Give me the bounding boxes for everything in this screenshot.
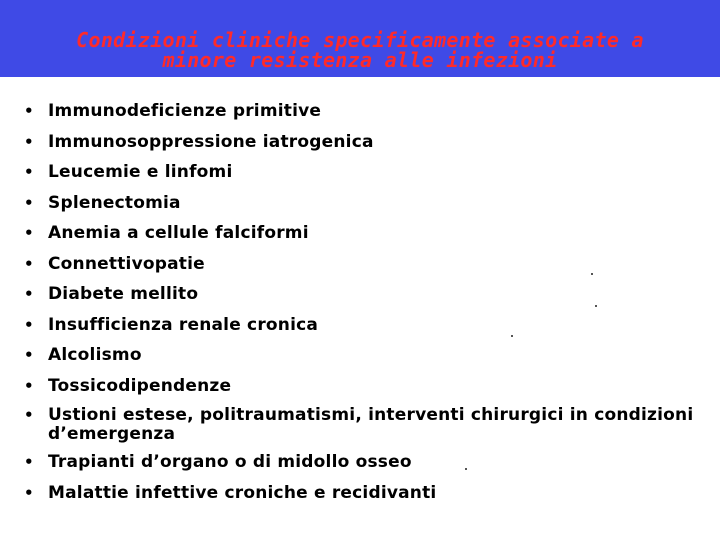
bullet-icon: •	[24, 406, 34, 424]
bullet-icon: •	[24, 453, 34, 471]
list-item-text: Insufficienza renale cronica	[48, 314, 319, 335]
list-item-text: Connettivopatie	[48, 253, 205, 274]
list-item	[20, 340, 700, 371]
list-item	[20, 96, 700, 127]
list-item	[20, 478, 700, 509]
bullet-icon: •	[24, 254, 34, 273]
list-item-text: Malattie infettive croniche e recidivanti	[48, 482, 437, 503]
list-item	[20, 218, 700, 249]
bullet-icon: •	[24, 193, 34, 212]
list-item	[20, 249, 700, 280]
bullet-icon: •	[24, 346, 34, 364]
bullet-icon: •	[24, 483, 34, 502]
list-item	[20, 279, 700, 310]
list-item-text: Splenectomia	[48, 192, 181, 213]
list-item	[20, 157, 700, 188]
bullet-icon: •	[24, 163, 34, 181]
list-item-text: Diabete mellito	[48, 284, 199, 304]
stray-dot	[511, 335, 513, 337]
list-item	[20, 188, 700, 219]
list-item-text: Tossicodipendenze	[48, 375, 232, 396]
bullet-icon: •	[24, 315, 34, 334]
bullet-icon: •	[24, 376, 34, 395]
list-item-text: Trapianti d’organo o di midollo osseo	[48, 452, 412, 472]
bullet-icon: •	[24, 132, 34, 151]
list-item-text: Immunodeficienze primitive	[48, 101, 322, 121]
list-item	[20, 371, 700, 402]
list-item-text: Leucemie e linfomi	[48, 162, 233, 182]
list-item-text: Anemia a cellule falciformi	[48, 223, 309, 243]
list-item-text: Immunosoppressione iatrogenica	[48, 131, 374, 152]
bullet-icon: •	[24, 285, 34, 303]
list-item	[20, 447, 700, 478]
list-item-text: Alcolismo	[48, 345, 142, 365]
list-item-text: Ustioni estese, politraumatismi, interventi chirurgici in condizioni d’emergenza	[48, 405, 694, 444]
list-item	[20, 401, 700, 447]
stray-dot	[591, 273, 593, 275]
bullet-icon: •	[24, 224, 34, 242]
conditions-list	[20, 96, 700, 508]
slide-title-line-1: Condizioni cliniche specificamente associate a	[76, 28, 644, 52]
list-item	[20, 310, 700, 341]
slide-title	[0, 30, 720, 70]
stray-dot	[595, 305, 597, 307]
title-bar	[0, 0, 720, 77]
slide-title-line-2: minore resistenza alle infezioni	[162, 48, 558, 72]
bullet-icon: •	[24, 102, 34, 120]
stray-dot	[465, 468, 467, 470]
list-item	[20, 127, 700, 158]
